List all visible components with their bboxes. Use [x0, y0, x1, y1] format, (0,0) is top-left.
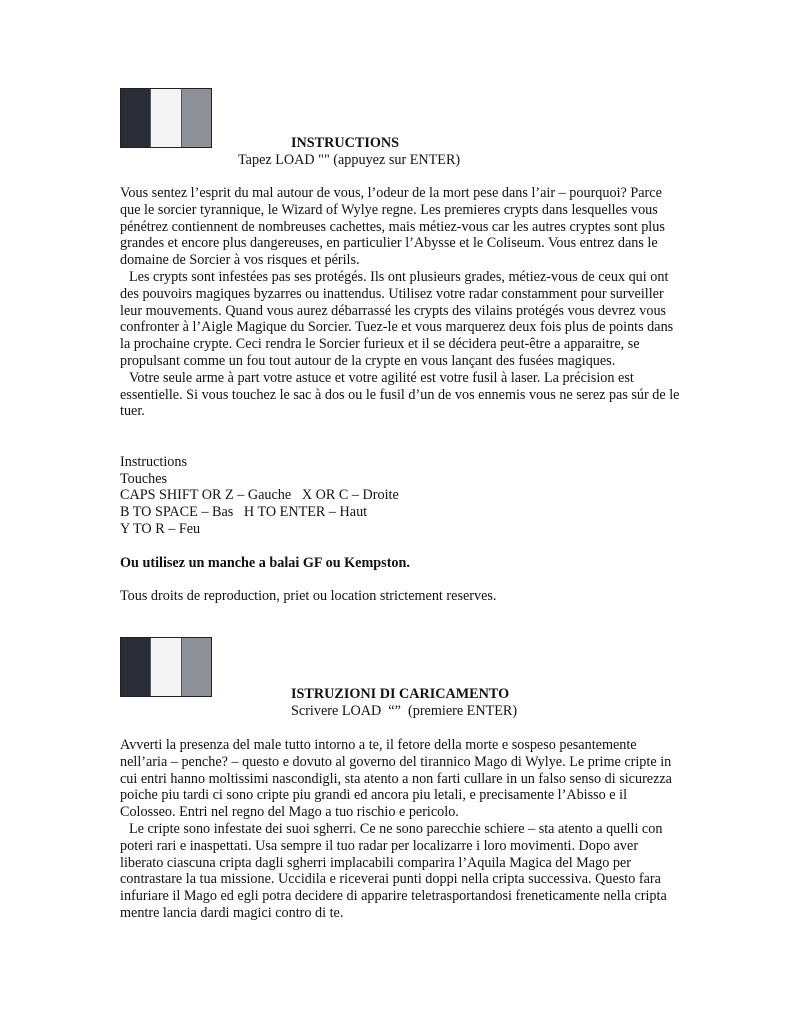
french-story — [120, 185, 680, 420]
italian-flag — [120, 637, 212, 697]
flag-stripe-white — [150, 638, 181, 696]
flag-stripe-white — [150, 89, 181, 147]
italian-paragraph-2: Le cripte sono infestate dei suoi sgherri. Ce ne sono parecchie schiere – sta atento a quelli con poteri rari e inaspettati. Usa sempre il tuo radar per localizarre i loro movimenti. Dopo aver liberato ciascuna cripta dagli sgherri implacabili comparira l’Aquila Magica del Mago per contrastare la tua missione. Uccidila e riceverai punti doppi nella cripta successiva. Questo fara infuriare il Mago ed egli potra decidere di apparire teletrasportandosi freneticamente nella cripta mentre lancia dardi magici contro di te. — [120, 820, 667, 921]
controls-line-2: B TO SPACE – Bas H TO ENTER – Haut — [120, 504, 368, 520]
italian-paragraph-1: Avverti la presenza del male tutto intorno a te, il fetore della morte e sospeso pesantemente nell’aria – penche? – questo e dovuto al governo del tirannico Mago di Wylye. Le prime cripte in cui entri hanno moltissimi nascondigli, sta atento a non farti cullare in un falso senso di sicurezza poiche piu tardi ci sono cripte piu grandi ed ancora piu letali, e precisamente l’Abisso e il Colosseo. Entri nel regno del Mago a tuo rischio e pericolo. — [120, 737, 672, 821]
copyright-note: Tous droits de reproduction, priet ou location strictement reserves. — [120, 588, 497, 604]
controls-subheading: Touches — [120, 471, 168, 487]
italian-title: ISTRUZIONI DI CARICAMENTO — [291, 686, 510, 702]
controls-line-3: Y TO R – Feu — [120, 521, 201, 537]
french-load-instruction: Tapez LOAD "" (appuyez sur ENTER) — [238, 152, 461, 168]
italian-story — [120, 737, 680, 922]
italian-load-instruction: Scrivere LOAD “” (premiere ENTER) — [291, 703, 518, 719]
controls-line-1: CAPS SHIFT OR Z – Gauche X OR C – Droite — [120, 487, 399, 503]
flag-stripe-grey — [182, 638, 211, 696]
french-paragraph-2: Les crypts sont infestées pas ses protégés. Ils ont plusieurs grades, métiez-vous de ceux qui ont des pouvoirs magiques byzarres ou inattendus. Utilisez votre radar constamment pour surveiller leur mouvements. Quand vous aurez débarrassé les crypts des vilains protégés vous devrez vous confronter à l’Aigle Magique du Sorcier. Tuez-le et vous marquerez deux fois plus de points dans la prochaine crypte. Ceci rendra le Sorcier furieux et il se décidera peut-être a apparaitre, se propulsant comme un fou tout autour de la crypte en vous lançant des fusées magiques. — [120, 268, 674, 369]
flag-stripe-dark — [121, 638, 150, 696]
french-paragraph-3: Votre seule arme à part votre astuce et votre agilité est votre fusil à laser. La précision est essentielle. Si vous touchez le sac à dos ou le fusil d’un de vos ennemis vous ne serez pas súr de le tuer. — [120, 369, 680, 420]
french-paragraph-1: Vous sentez l’esprit du mal autour de vous, l’odeur de la mort pese dans l’air – pourquoi? Parce que le sorcier tyrannique, le Wizard of Wylye regne. Les premieres crypts dans lesquelles vous pénétrez contiennent de nombreuses cachettes, mais métiez-vous car les autres cryptes sont plus grandes et encore plus dangereuses, en particulier l’Abysse et le Coliseum. Vous entrez dans le domaine de Sorcier à vos risques et périls. — [120, 185, 665, 269]
controls-heading: Instructions — [120, 454, 187, 470]
french-flag — [120, 88, 212, 148]
flag-stripe-dark — [121, 89, 150, 147]
french-title: INSTRUCTIONS — [291, 135, 400, 151]
joystick-note: Ou utilisez un manche a balai GF ou Kempston. — [120, 555, 410, 571]
flag-stripe-grey — [182, 89, 211, 147]
